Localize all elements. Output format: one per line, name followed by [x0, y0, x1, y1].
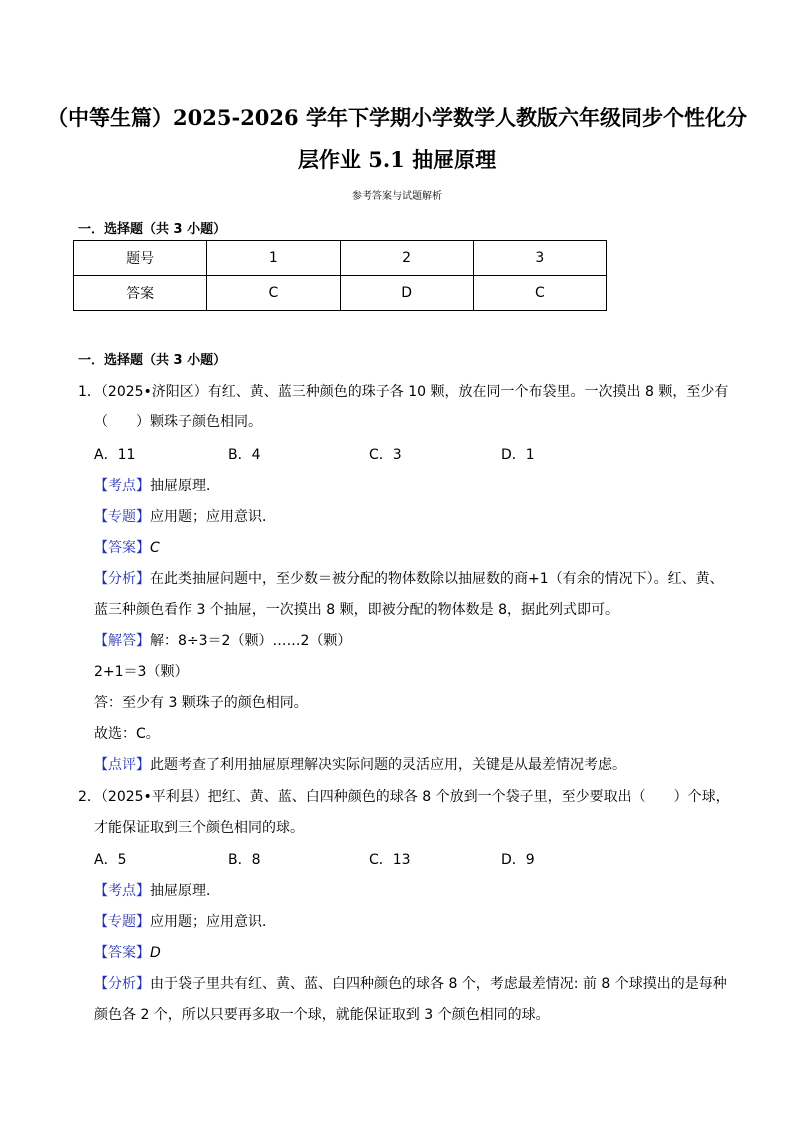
table-cell: 题号: [74, 241, 207, 276]
kaodian-text: 抽屉原理．: [150, 478, 220, 494]
document-title-line-2: 层作业 5.1 抽屉原理: [297, 147, 497, 172]
q1-jieda-line-1: [94, 630, 351, 650]
table-cell: 答案: [74, 276, 207, 311]
zhuanti-text: 应用题；应用意识．: [150, 914, 276, 930]
answer-table-answer-row: [74, 276, 607, 311]
dianping-text: 此题考查了利用抽屉原理解决实际问题的灵活应用，关键是从最差情况考虑。: [150, 757, 626, 773]
q1-kaodian: [94, 475, 220, 495]
q2-option-b: B．8: [228, 852, 261, 868]
q2-option-c: C．13: [369, 852, 411, 868]
fenxi-tag: 【分析】: [94, 571, 150, 587]
table-cell: 3: [473, 241, 606, 276]
q2-kaodian: [94, 880, 220, 900]
q2-answer: [94, 942, 161, 962]
q2-option-d: D．9: [501, 852, 535, 868]
table-cell: D: [340, 276, 473, 311]
section-heading-answers: 一．选择题（共 3 小题）: [78, 222, 227, 237]
table-cell: 1: [207, 241, 340, 276]
q1-option-a: A．11: [94, 447, 136, 463]
kaodian-tag: 【考点】: [94, 883, 150, 899]
zhuanti-tag: 【专题】: [94, 914, 150, 930]
q1-fenxi-line-1: [94, 568, 724, 588]
fenxi-text: 由于袋子里共有红、黄、蓝、白四种颜色的球各 8 个，考虑最差情况: 前 8 个球摸出的是每种: [150, 976, 727, 992]
answer-table-header-row: [74, 241, 607, 276]
q2-stem-line-1: 2．（2025•平利县）把红、黄、蓝、白四种颜色的球各 8 个放到一个袋子里，至少要取出（ ）个球，: [78, 789, 730, 805]
fenxi-tag: 【分析】: [94, 976, 150, 992]
answer-text: C: [150, 540, 160, 556]
q1-option-d: D．1: [501, 447, 535, 463]
dianping-tag: 【点评】: [94, 757, 150, 773]
kaodian-text: 抽屉原理．: [150, 883, 220, 899]
document-title-line-1: （中等生篇）2025-2026 学年下学期小学数学人教版六年级同步个性化分: [47, 105, 747, 130]
section-heading-questions: 一．选择题（共 3 小题）: [78, 353, 227, 368]
q1-jieda-line-3: 答：至少有 3 颗珠子的颜色相同。: [94, 695, 308, 711]
jieda-text: 解：8÷3＝2（颗）……2（颗）: [150, 633, 352, 649]
zhuanti-tag: 【专题】: [94, 509, 150, 525]
answer-tag: 【答案】: [94, 540, 150, 556]
jieda-tag: 【解答】: [94, 633, 150, 649]
q1-stem-line-1: 1．（2025•济阳区）有红、黄、蓝三种颜色的珠子各 10 颗，放在同一个布袋里。一次摸出 8 颗，至少有: [78, 384, 729, 400]
q2-fenxi-line-1: [94, 973, 727, 993]
fenxi-text: 在此类抽屉问题中，至少数＝被分配的物体数除以抽屉数的商+1（有余的情况下）。红、黄、: [150, 571, 724, 587]
q1-jieda-line-2: 2+1＝3（颗）: [94, 664, 189, 680]
q1-zhuanti: [94, 506, 276, 526]
q1-option-b: B．4: [228, 447, 261, 463]
q1-stem-line-2: （ ）颗珠子颜色相同。: [94, 414, 262, 430]
q2-fenxi-line-2: 颜色各 2 个，所以只要再多取一个球，就能保证取到 3 个颜色相同的球。: [94, 1007, 550, 1023]
q2-stem-line-2: 才能保证取到三个颜色相同的球。: [94, 820, 304, 836]
q2-option-a: A．5: [94, 852, 127, 868]
q2-zhuanti: [94, 911, 276, 931]
q1-jieda-line-4: 故选：C。: [94, 726, 160, 742]
q1-option-c: C．3: [369, 447, 402, 463]
table-cell: 2: [340, 241, 473, 276]
q1-answer: [94, 537, 160, 557]
answer-table: [73, 240, 607, 311]
q1-fenxi-line-2: 蓝三种颜色看作 3 个抽屉，一次摸出 8 颗，即被分配的物体数是 8，据此列式即可。: [94, 602, 619, 618]
table-cell: C: [207, 276, 340, 311]
document-subtitle: 参考答案与试题解析: [352, 191, 442, 202]
answer-text: D: [150, 945, 161, 961]
table-cell: C: [473, 276, 606, 311]
q1-dianping: [94, 754, 626, 774]
zhuanti-text: 应用题；应用意识．: [150, 509, 276, 525]
answer-tag: 【答案】: [94, 945, 150, 961]
kaodian-tag: 【考点】: [94, 478, 150, 494]
